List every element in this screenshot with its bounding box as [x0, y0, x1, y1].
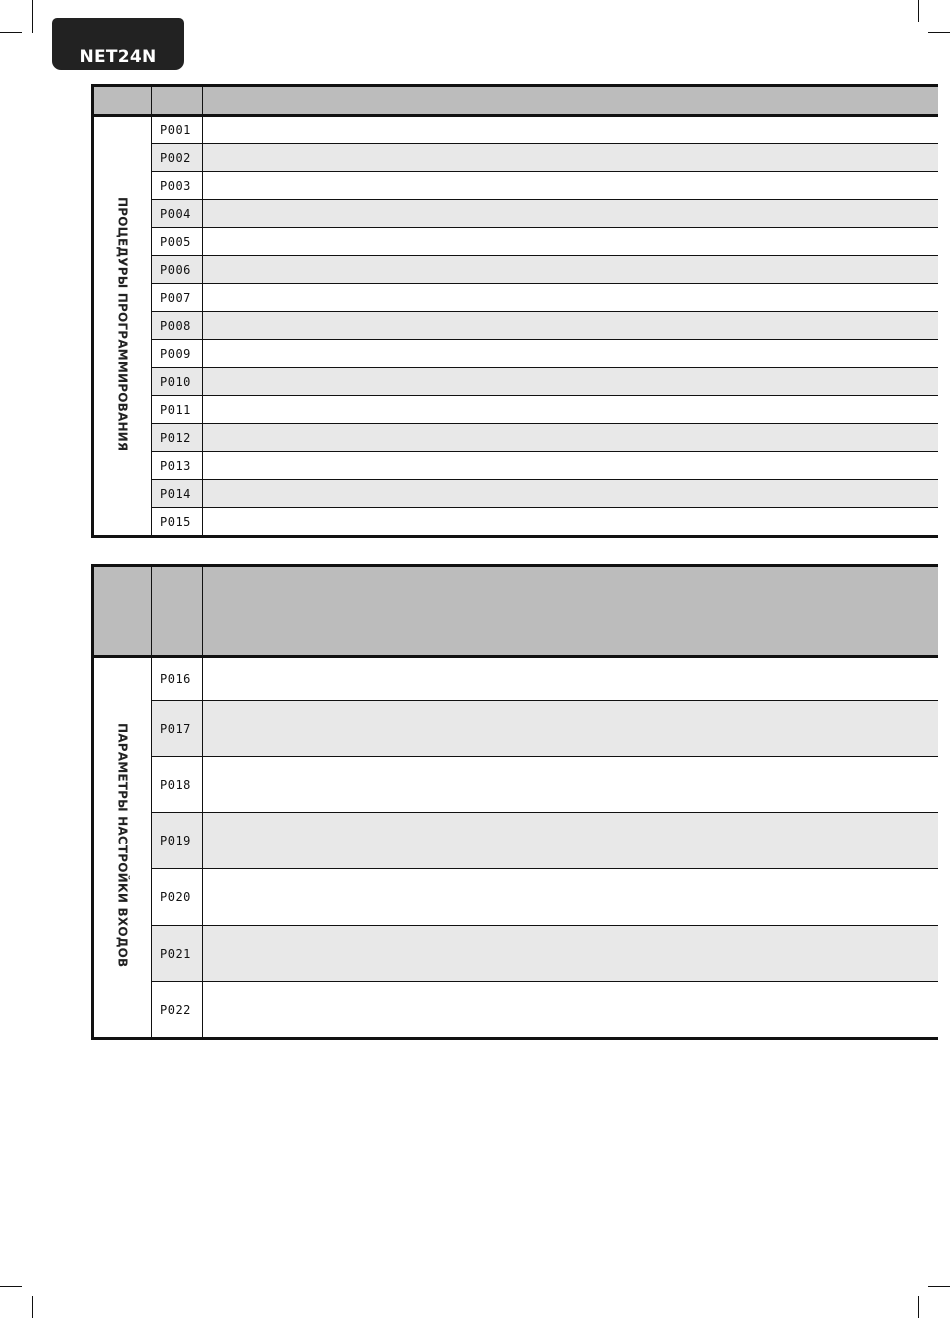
parameter-code: P001	[152, 116, 203, 144]
header-cell	[203, 566, 938, 657]
description-cell	[203, 340, 938, 368]
table-row	[93, 172, 938, 200]
description-cell	[203, 982, 938, 1039]
parameter-code: P008	[152, 312, 203, 340]
table-row	[93, 480, 938, 508]
table-header	[93, 86, 938, 116]
table-row	[93, 869, 938, 926]
table-row	[93, 284, 938, 312]
group-label: ПРОЦЕДУРЫ ПРОГРАММИРОВАНИЯ	[115, 196, 130, 452]
description-cell	[203, 869, 938, 926]
description-cell	[203, 452, 938, 480]
description-cell	[203, 508, 938, 537]
crop-mark	[32, 0, 33, 33]
parameter-code: P017	[152, 701, 203, 757]
parameter-code: P009	[152, 340, 203, 368]
description-cell	[203, 172, 938, 200]
header-cell	[93, 566, 152, 657]
parameter-code: P004	[152, 200, 203, 228]
crop-mark	[918, 0, 919, 22]
description-cell	[203, 284, 938, 312]
parameter-code: P010	[152, 368, 203, 396]
group-cell	[93, 657, 152, 1039]
input-settings-table	[91, 564, 938, 1040]
parameter-code: P006	[152, 256, 203, 284]
parameter-code: P018	[152, 757, 203, 813]
description-cell	[203, 200, 938, 228]
table-row	[93, 982, 938, 1039]
description-cell	[203, 701, 938, 757]
description-cell	[203, 813, 938, 869]
header-cell	[152, 566, 203, 657]
description-cell	[203, 396, 938, 424]
parameter-code: P020	[152, 869, 203, 926]
table-row	[93, 312, 938, 340]
header-cell	[93, 86, 152, 116]
description-cell	[203, 757, 938, 813]
parameter-code: P013	[152, 452, 203, 480]
group-cell	[93, 116, 152, 537]
table-row	[93, 144, 938, 172]
table-row	[93, 200, 938, 228]
description-cell	[203, 480, 938, 508]
table-row	[93, 926, 938, 982]
table-row	[93, 657, 938, 701]
parameter-code: P022	[152, 982, 203, 1039]
table-row	[93, 701, 938, 757]
table-row	[93, 424, 938, 452]
crop-mark	[928, 1286, 950, 1287]
crop-mark	[32, 1296, 33, 1318]
description-cell	[203, 424, 938, 452]
table-row	[93, 340, 938, 368]
crop-mark	[928, 32, 950, 33]
crop-mark	[0, 32, 22, 33]
table-row	[93, 228, 938, 256]
table-row	[93, 757, 938, 813]
programming-procedures-table	[91, 84, 938, 538]
description-cell	[203, 144, 938, 172]
parameter-code: P005	[152, 228, 203, 256]
product-badge	[52, 18, 184, 70]
description-cell	[203, 116, 938, 144]
group-label: ПАРАМЕТРЫ НАСТРОЙКИ ВХОДОВ	[115, 723, 130, 968]
table-row	[93, 452, 938, 480]
table-row	[93, 116, 938, 144]
header-cell	[203, 86, 938, 116]
description-cell	[203, 256, 938, 284]
crop-mark	[918, 1296, 919, 1318]
description-cell	[203, 926, 938, 982]
table-row	[93, 256, 938, 284]
parameter-code: P019	[152, 813, 203, 869]
description-cell	[203, 368, 938, 396]
parameter-code: P011	[152, 396, 203, 424]
parameter-code: P002	[152, 144, 203, 172]
crop-mark	[0, 1286, 22, 1287]
parameter-code: P007	[152, 284, 203, 312]
table-row	[93, 508, 938, 537]
header-cell	[152, 86, 203, 116]
parameter-code: P021	[152, 926, 203, 982]
table-row	[93, 396, 938, 424]
parameter-code: P014	[152, 480, 203, 508]
table-row	[93, 368, 938, 396]
parameter-code: P003	[152, 172, 203, 200]
table-header	[93, 566, 938, 657]
description-cell	[203, 312, 938, 340]
parameter-code: P015	[152, 508, 203, 537]
parameter-code: P016	[152, 657, 203, 701]
table-row	[93, 813, 938, 869]
product-name: NET24N	[79, 47, 157, 67]
description-cell	[203, 228, 938, 256]
parameter-code: P012	[152, 424, 203, 452]
description-cell	[203, 657, 938, 701]
